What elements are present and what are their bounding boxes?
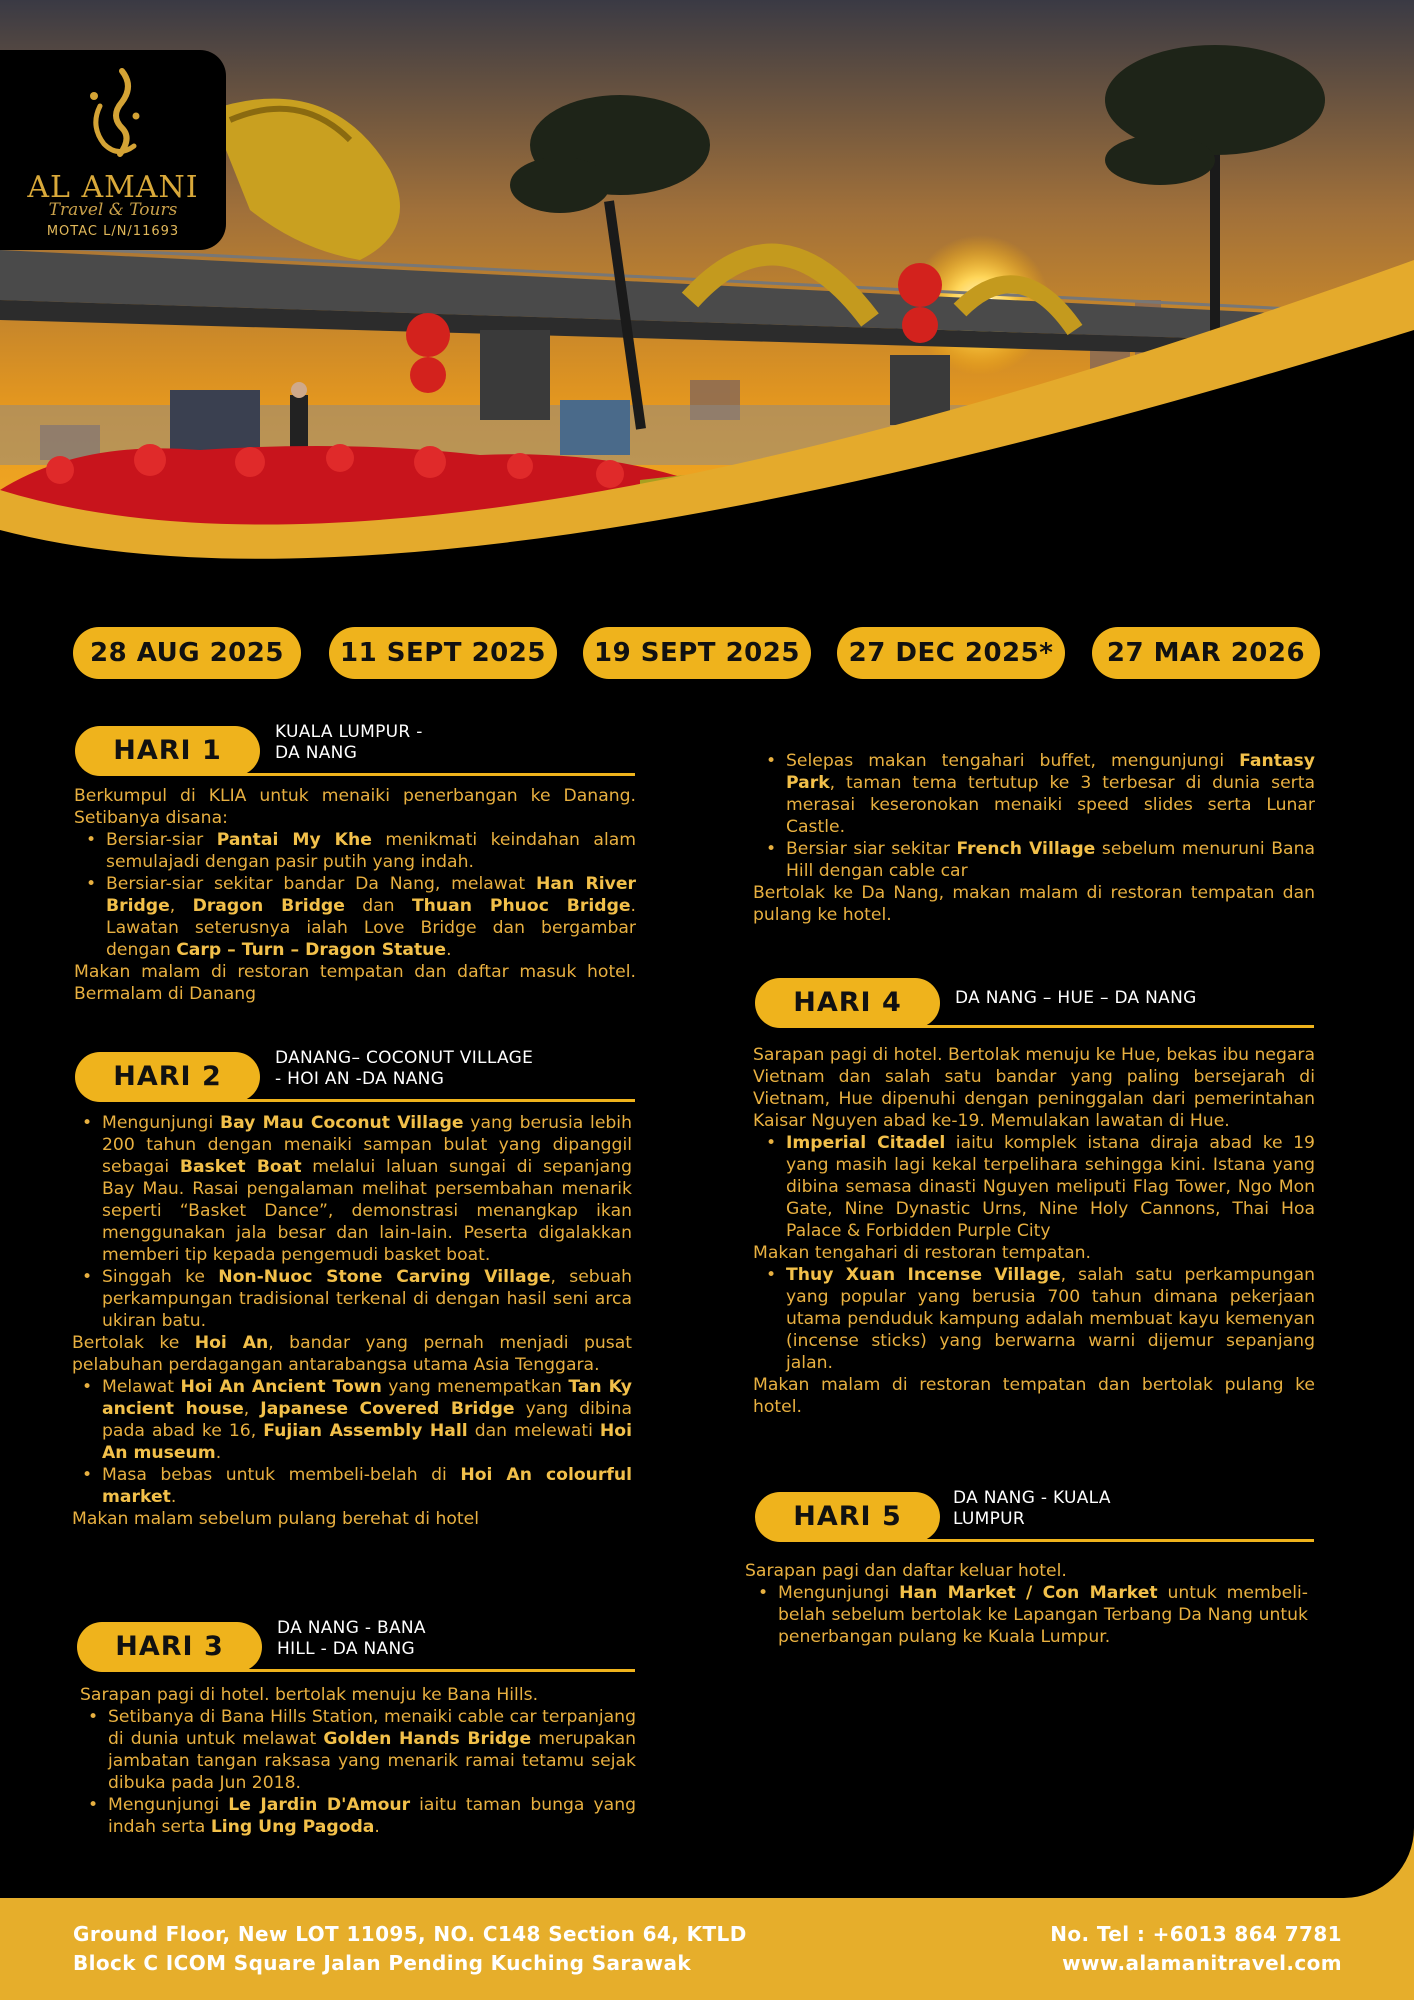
website-link[interactable]: www.alamanitravel.com xyxy=(1062,1951,1342,1975)
day-route: KUALA LUMPUR - DA NANG xyxy=(275,722,423,763)
day-route: DA NANG - KUALA LUMPUR xyxy=(953,1488,1111,1529)
day-2-text: • Mengunjungi Bay Mau Coconut Village yang berusia lebih 200 tahun dengan menaiki sampan bulat yang dipanggil sebagai Basket Boat melalui laluan sungai di sepanjang Bay Mau. Rasai pengalaman melihat persembahan menarik seperti “Basket Dance”, demonstrasi menangkap ikan menggunakan jala besar dan lain-lain. Peserta digalakkan memberi tip kepada pengemudi basket boat. • Singgah ke Non-Nuoc Stone Carving Village, sebuah perkampungan tradisional terkenal di dengan hasil seni arca ukiran batu. Bertolak ke Hoi An, bandar yang pernah menjadi pusat pelabuhan perdagangan antarabangsa utama Asia Tenggara. • Melawat Hoi An Ancient Town yang menempatkan Tan Ky ancient house, Japanese Covered Bridge yang dibina pada abad ke 16, Fujian Assembly Hall dan melewati Hoi An museum. • Masa bebas untuk membeli-belah di Hoi An colourful market. Makan malam sebelum pulang berehat di hotel xyxy=(72,1112,632,1530)
day-2-header xyxy=(75,1048,635,1108)
day-4-header xyxy=(755,974,1314,1034)
divider xyxy=(215,1099,635,1102)
divider xyxy=(215,773,635,776)
day-label: HARI 3 xyxy=(77,1622,262,1672)
day-3-header xyxy=(77,1618,635,1678)
day-label: HARI 2 xyxy=(75,1052,260,1102)
logo-tagline: Travel & Tours xyxy=(48,200,178,220)
day-5-text: Sarapan pagi dan daftar keluar hotel. • Mengunjungi Han Market / Con Market untuk membeli- belah sebelum bertolak ke Lapangan Terbang Da Nang untuk penerbangan pulang ke Kuala Lumpur. xyxy=(745,1560,1308,1648)
logo-license: MOTAC L/N/11693 xyxy=(46,224,180,239)
date-pill: 28 AUG 2025 xyxy=(73,627,301,679)
day-3-text: Sarapan pagi di hotel. bertolak menuju ke Bana Hills. • Setibanya di Bana Hills Station, menaiki cable car terpanjang di dunia untuk melawat Golden Hands Bridge merupakan jambatan tangan raksasa yang menarik ramai tetamu sejak dibuka pada Jun 2018. • Mengunjungi Le Jardin D'Amour iaitu taman bunga yang indah serta Ling Ung Pagoda. xyxy=(80,1684,636,1838)
divider xyxy=(895,1539,1314,1542)
day-route: DA NANG - BANA HILL - DA NANG xyxy=(277,1618,426,1659)
calligraphy-logo-icon xyxy=(72,66,152,166)
day-5-header xyxy=(755,1488,1314,1548)
date-pill: 27 MAR 2026 xyxy=(1092,627,1320,679)
day-1-header xyxy=(75,722,635,782)
footer-contact xyxy=(1050,1920,1342,1978)
company-logo xyxy=(0,50,226,250)
address-line-2: Block C ICOM Square Jalan Pending Kuching Sarawak xyxy=(73,1951,692,1975)
footer-address xyxy=(73,1920,747,1978)
address-line-1: Ground Floor, New LOT 11095, NO. C148 Section 64, KTLD xyxy=(73,1922,747,1946)
divider xyxy=(217,1669,635,1672)
date-pill: 19 SEPT 2025 xyxy=(583,627,811,679)
day-label: HARI 4 xyxy=(755,978,940,1028)
day-route: DA NANG – HUE – DA NANG xyxy=(955,988,1197,1008)
logo-brand: AL AMANI xyxy=(27,170,199,205)
phone-number: No. Tel : +6013 864 7781 xyxy=(1050,1922,1342,1946)
day-label: HARI 5 xyxy=(755,1492,940,1542)
date-pill: 27 DEC 2025* xyxy=(837,627,1065,679)
day-label: HARI 1 xyxy=(75,726,260,776)
date-pill: 11 SEPT 2025 xyxy=(329,627,557,679)
day-1-text: Berkumpul di KLIA untuk menaiki penerbangan ke Danang. Setibanya disana: • Bersiar-siar Pantai My Khe menikmati keindahan alam semulajadi dengan pasir putih yang indah. • Bersiar-siar sekitar bandar Da Nang, melawat Han River Bridge, Dragon Bridge dan Thuan Phuoc Bridge. Lawatan seterusnya ialah Love Bridge dan bergambar dengan Carp – Turn – Dragon Statue. Makan malam di restoran tempatan dan daftar masuk hotel. Bermalam di Danang xyxy=(74,785,636,1005)
day-route: DANANG– COCONUT VILLAGE - HOI AN -DA NANG xyxy=(275,1048,534,1089)
divider xyxy=(895,1025,1314,1028)
day-4-text: Sarapan pagi di hotel. Bertolak menuju ke Hue, bekas ibu negara Vietnam dan salah satu bandar yang paling bersejarah di Vietnam, Hue dipenuhi dengan peninggalan dari pemerintahan Kaisar Nguyen abad ke-19. Memulakan lawatan di Hue. • Imperial Citadel iaitu komplek istana diraja abad ke 19 yang masih lagi kekal terpelihara sehingga kini. Istana yang dibina semasa dinasti Nguyen meliputi Flag Tower, Ngo Mon Gate, Nine Dynastic Urns, Nine Holy Cannons, Thai Hoa Palace & Forbidden Purple City Makan tengahari di restoran tempatan. • Thuy Xuan Incense Village, salah satu perkampungan yang popular yang berusia 700 tahun dimana pekerjaan utama penduduk kampung adalah membuat kayu kemenyan (incense sticks) yang berwarna warni dijemur sepanjang jalan. Makan malam di restoran tempatan dan bertolak pulang ke hotel. xyxy=(753,1044,1315,1418)
day-3-text-continued: • Selepas makan tengahari buffet, mengunjungi Fantasy Park, taman tema tertutup ke 3 terbesar di dunia serta merasai keseronokan menaiki speed slides serta Lunar Castle. • Bersiar siar sekitar French Village sebelum menuruni Bana Hill dengan cable car Bertolak ke Da Nang, makan malam di restoran tempatan dan pulang ke hotel. xyxy=(753,750,1315,926)
